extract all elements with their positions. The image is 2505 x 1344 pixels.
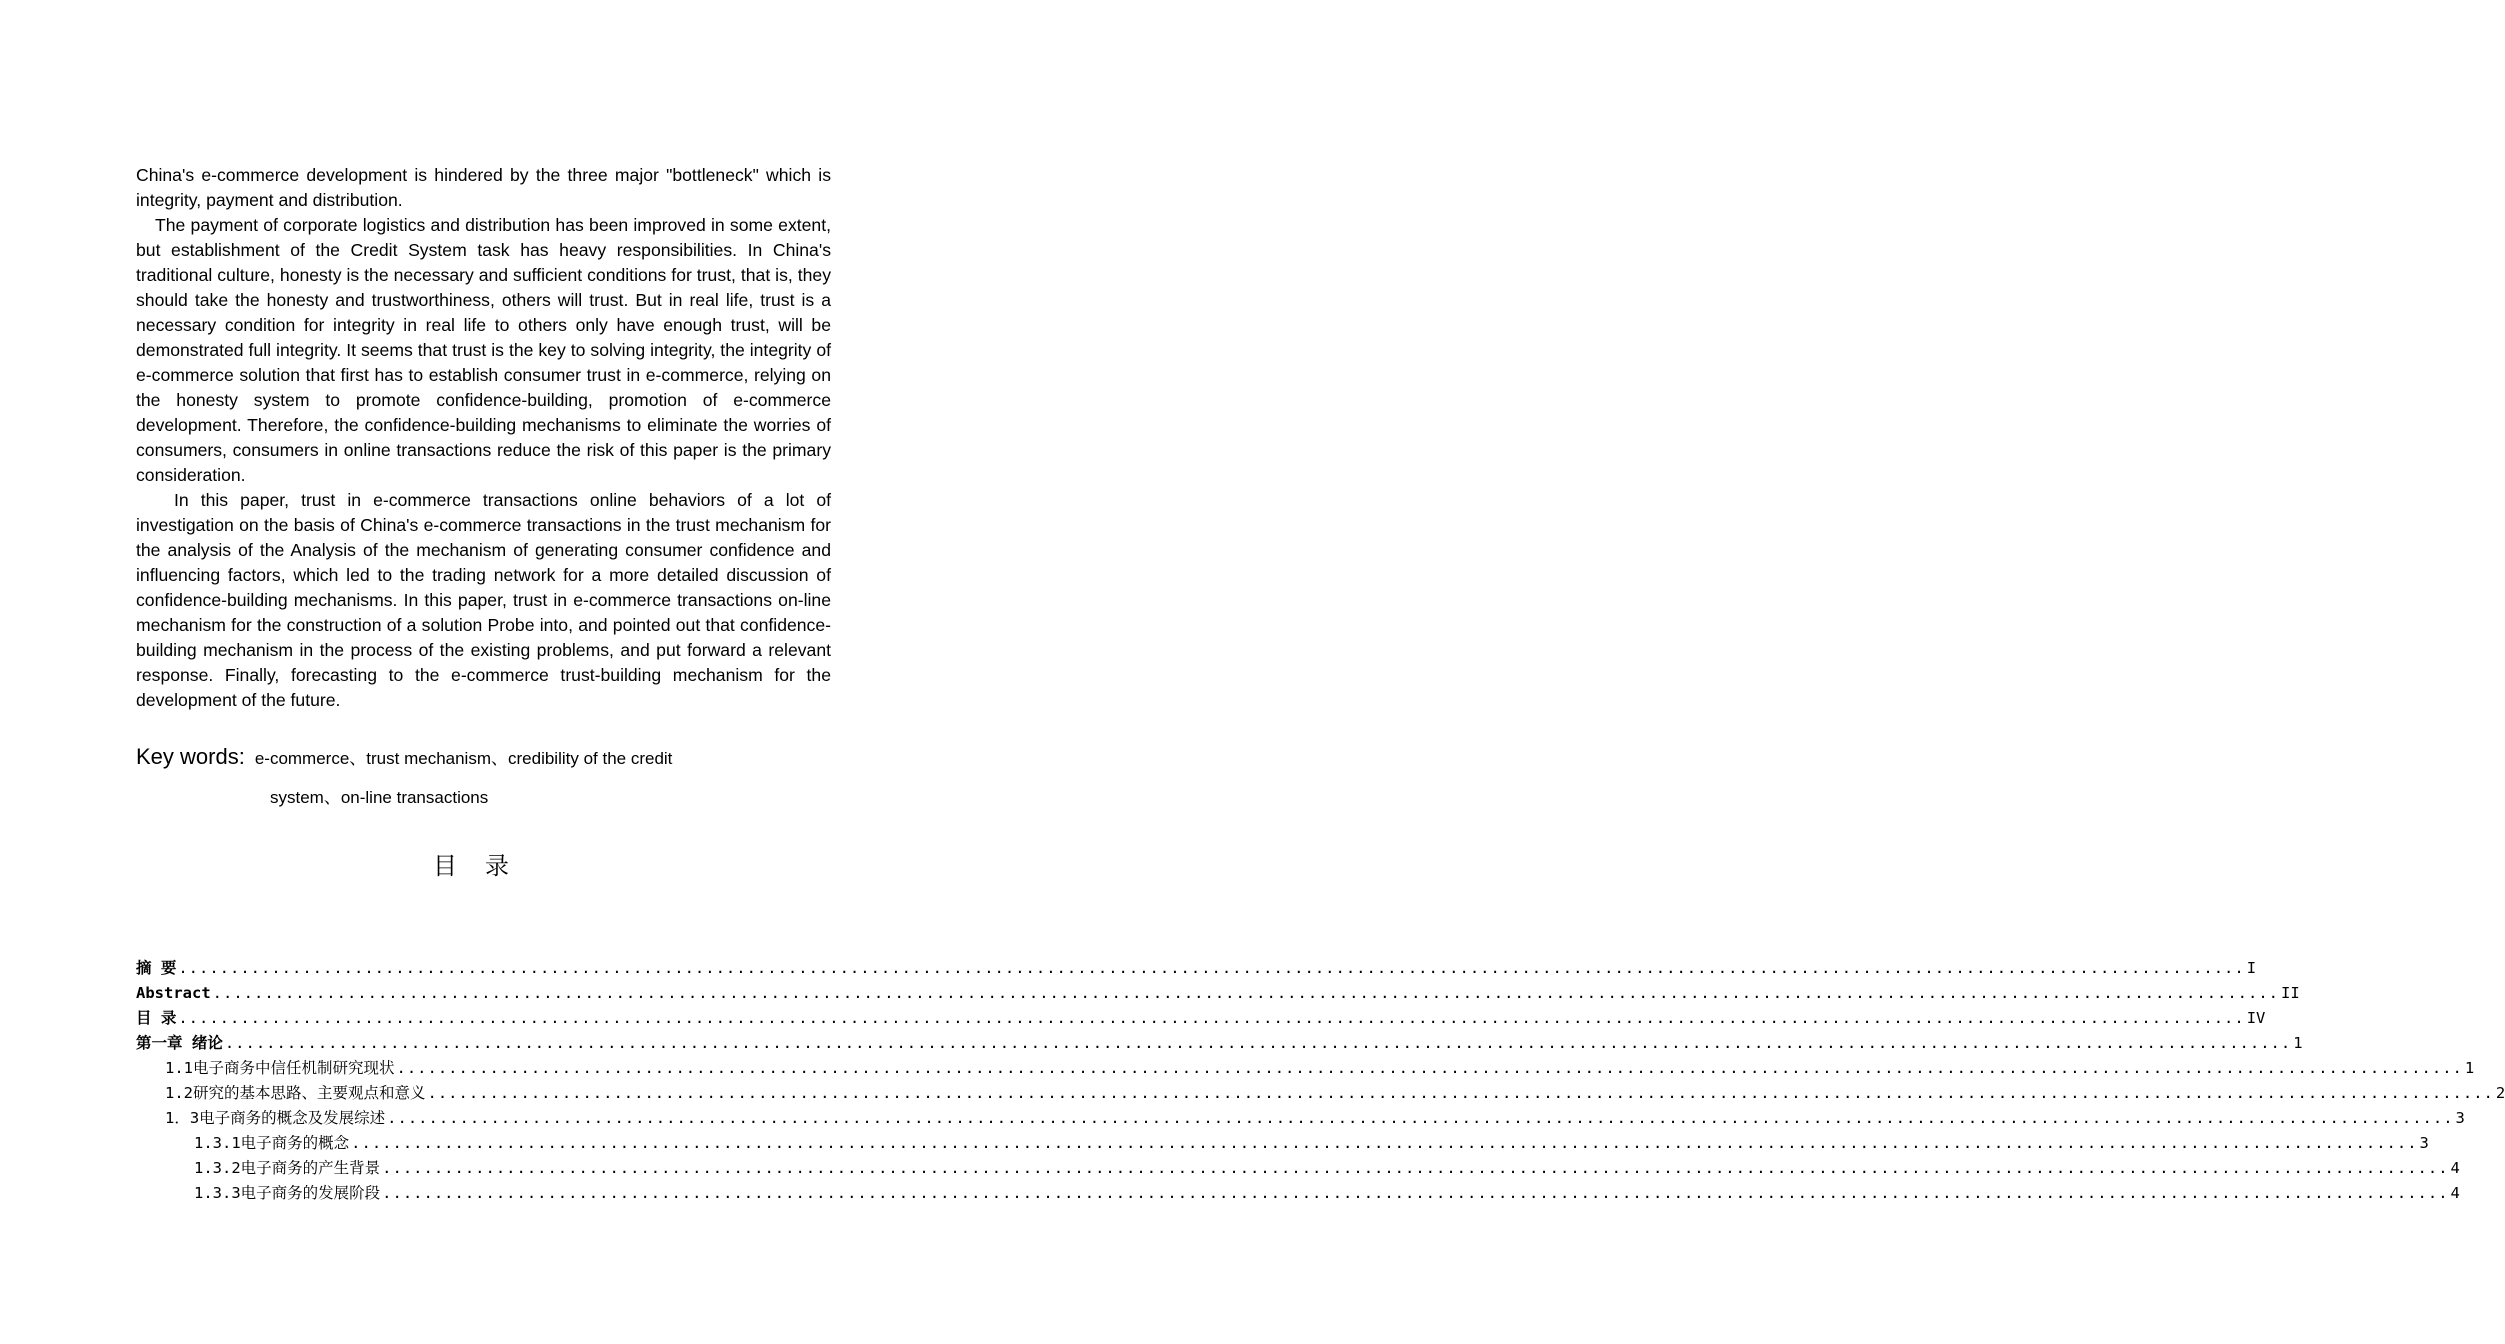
- toc-leader-dots: ........................................................................................................................................................................................................: [351, 1134, 2418, 1152]
- toc-entry-label: 1．3电子商务的概念及发展综述: [165, 1109, 386, 1127]
- toc-entry-label: 摘 要: [136, 959, 177, 977]
- toc-entry-label: 1.2研究的基本思路、主要观点和意义: [165, 1084, 426, 1102]
- toc-entry[interactable]: [136, 1131, 2429, 1156]
- abstract-paragraph: China's e-commerce development is hindered by the three major "bottleneck" which is integrity, payment and distribution.: [136, 165, 831, 210]
- toc-entry-page: 2: [2495, 1084, 2505, 1102]
- toc-entry-page: IV: [2246, 1009, 2266, 1027]
- toc-entry-label: 1.3.3电子商务的发展阶段: [194, 1184, 381, 1202]
- keywords-label: Key words:: [136, 744, 245, 769]
- toc-entry-page: 3: [2455, 1109, 2465, 1127]
- toc-entry-label: 目 录: [136, 1009, 177, 1027]
- toc-entry-page: 1: [2464, 1059, 2475, 1077]
- toc-leader-dots: ........................................................................................................................................................................................................: [382, 1184, 2449, 1202]
- abstract-paragraph: In this paper, trust in e-commerce transactions online behaviors of a lot of investigation on the basis of China's e-commerce transactions in the trust mechanism for the analysis of the Analysis of the mechanism of generating consumer confidence and influencing factors, which led to the trading network for a more detailed discussion of confidence-building mechanisms. In this paper, trust in e-commerce transactions on-line mechanism for the construction of a solution Probe into, and pointed out that confidence-building mechanism in the process of the existing problems, and put forward a relevant response. Finally, forecasting to the e-commerce trust-building mechanism for the development of the future.: [136, 490, 831, 710]
- toc-entry[interactable]: [136, 1031, 2303, 1056]
- toc-entry-page: 1: [2293, 1034, 2303, 1052]
- toc-leader-dots: ........................................................................................................................................................................................................: [178, 959, 2245, 977]
- table-of-contents: [136, 956, 2505, 1206]
- toc-entry[interactable]: [136, 1081, 2505, 1106]
- toc-entry-page: II: [2281, 984, 2300, 1002]
- toc-entry-label: 1.3.2电子商务的产生背景: [194, 1159, 381, 1177]
- toc-title: 目录: [433, 852, 537, 880]
- toc-entry[interactable]: [136, 956, 2257, 981]
- toc-entry-page: 4: [2450, 1159, 2460, 1177]
- abstract-paragraph: The payment of corporate logistics and distribution has been improved in some extent, but establishment of the Credit System task has heavy responsibilities. In China's traditional culture, honesty is the necessary and sufficient conditions for trust, that is, they should take the honesty and trustworthiness, others will trust. But in real life, trust is a necessary condition for integrity in real life to others only have enough trust, will be demonstrated full integrity. It seems that trust is the key to solving integrity, the integrity of e-commerce solution that first has to establish consumer trust in e-commerce, relying on the honesty system to promote confidence-building, promotion of e-commerce development. Therefore, the confidence-building mechanisms to eliminate the worries of consumers, consumers in online transactions reduce the risk of this paper is the primary consideration.: [136, 215, 831, 485]
- toc-entry-label: Abstract: [136, 984, 211, 1002]
- toc-entry[interactable]: [136, 981, 2300, 1006]
- toc-entry-page: 3: [2419, 1134, 2429, 1152]
- abstract-body: [136, 163, 831, 713]
- toc-entry-label: 1.3.1电子商务的概念: [194, 1134, 350, 1152]
- toc-entry-page: I: [2246, 959, 2257, 977]
- toc-entry-label: 第一章 绪论: [136, 1034, 223, 1052]
- toc-leader-dots: ........................................................................................................................................................................................................: [178, 1009, 2245, 1027]
- toc-entry[interactable]: [136, 1181, 2460, 1206]
- toc-entry[interactable]: [136, 1006, 2266, 1031]
- toc-entry-page: 4: [2450, 1184, 2460, 1202]
- toc-leader-dots: ........................................................................................................................................................................................................: [387, 1109, 2454, 1127]
- toc-entry[interactable]: [136, 1056, 2475, 1081]
- keywords-block: [136, 744, 836, 816]
- toc-leader-dots: ........................................................................................................................................................................................................: [224, 1034, 2292, 1052]
- toc-entry[interactable]: [136, 1156, 2460, 1181]
- toc-leader-dots: ........................................................................................................................................................................................................: [382, 1159, 2449, 1177]
- toc-leader-dots: ........................................................................................................................................................................................................: [427, 1084, 2494, 1102]
- keywords-line-1: e-commerce、trust mechanism、credibility of the credit: [254, 749, 673, 768]
- toc-entry[interactable]: [136, 1106, 2465, 1131]
- keywords-line-2: system、on-line transactions: [270, 788, 489, 807]
- toc-entry-label: 1.1电子商务中信任机制研究现状: [165, 1059, 395, 1077]
- toc-leader-dots: ........................................................................................................................................................................................................: [396, 1059, 2463, 1077]
- toc-leader-dots: ........................................................................................................................................................................................................: [212, 984, 2280, 1002]
